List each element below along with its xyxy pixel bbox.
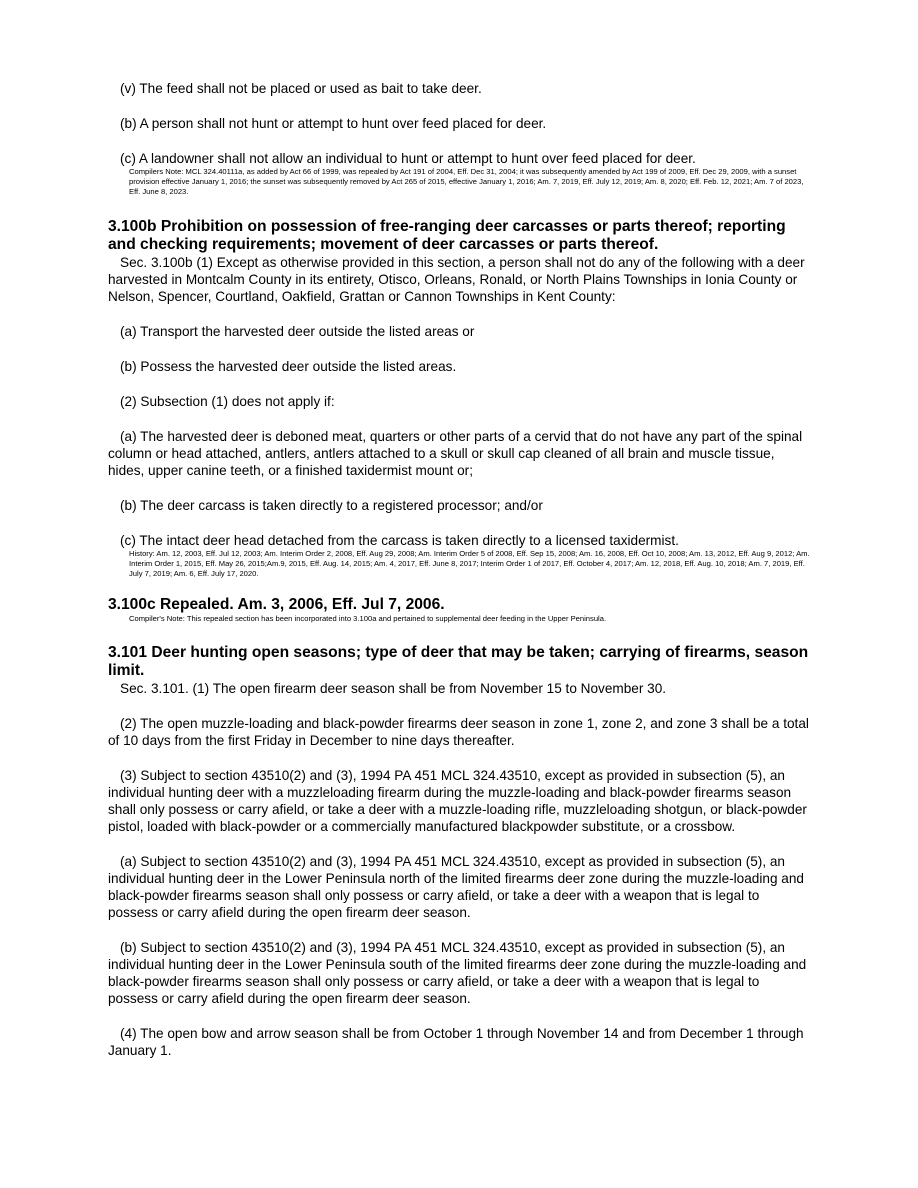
para-3101-3: (3) Subject to section 43510(2) and (3), 1994 PA 451 MCL 324.43510, except as provided in subsection (5), an individual hunting deer with a muzzleloading firearm during the muzzle-loading and black-powder firearms season shall only possess or carry afield, or take a deer with a muzzle-loading rifle, muzzleloading shotgun, or black-powder pistol, loaded with black-powder or a commercially manufactured blackpowder substitute, or a crossbow. bbox=[108, 768, 807, 834]
para-3101-1: Sec. 3.101. (1) The open firearm deer season shall be from November 15 to November 30. bbox=[120, 681, 667, 696]
para-3101-2: (2) The open muzzle-loading and black-powder firearms deer season in zone 1, zone 2, and zone 3 shall be a total of 10 days from the first Friday in December to nine days thereafter. bbox=[108, 716, 809, 748]
history-note-3100b: History: Am. 12, 2003, Eff. Jul 12, 2003; Am. Interim Order 2, 2008, Eff. Aug 29, 2008; Am. Interim Order 5 of 2008, Eff. Sep 15, 2008; Am. 16, 2008, Eff. Oct 10, 2008; Am. 13, 2012, Eff. Aug 9, 2012; Am. Interim Order 1, 2015, Eff. May 26, 2015;Am.9, 2015, Eff. Aug. 14, 2015; Am. 4, 2017, Eff. June 8, 2017; Interim Order 1 of 2017, Eff. October 4, 2017; Am. 12, 2018, Eff. Aug. 10, 2018; Am. 7, 2019, Eff. July 7, 2019; Am. 6, Eff. July 17, 2020. bbox=[129, 549, 810, 578]
para-3101-3b: (b) Subject to section 43510(2) and (3), 1994 PA 451 MCL 324.43510, except as provided in subsection (5), an individual hunting deer in the Lower Peninsula south of the limited firearms deer zone during the muzzle-loading and black-powder firearms season shall only possess or carry afield, or take a deer with a weapon that is legal to possess or carry afield during the open firearm deer season. bbox=[108, 940, 807, 1006]
heading-3100b: 3.100b Prohibition on possession of free-ranging deer carcasses or parts thereof; reporting and checking requirements; movement of deer carcasses or parts thereof. bbox=[108, 218, 786, 253]
para-3100b-b-possess: (b) Possess the harvested deer outside the listed areas. bbox=[120, 359, 457, 374]
para-c-landowner: (c) A landowner shall not allow an individual to hunt or attempt to hunt over feed placed for deer. bbox=[120, 151, 696, 166]
para-3100b-a-transport: (a) Transport the harvested deer outside the listed areas or bbox=[120, 324, 475, 339]
para-3101-4: (4) The open bow and arrow season shall be from October 1 through November 14 and from December 1 through January 1. bbox=[108, 1026, 804, 1058]
para-3100b-2a-deboned: (a) The harvested deer is deboned meat, quarters or other parts of a cervid that do not have any part of the spinal column or head attached, antlers, antlers attached to a skull or skull cap cleaned of all brain and muscle tissue, hides, upper canine teeth, or a finished taxidermist mount or; bbox=[108, 429, 803, 478]
compilers-note-3100a: Compilers Note: MCL 324.40111a, as added by Act 66 of 1999, was repealed by Act 191 of 2004, Eff. Dec 31, 2004; it was subsequently amended by Act 199 of 2009, Eff. Dec 29, 2009, with a sunset provision effective January 1, 2016; the sunset was subsequently removed by Act 265 of 2015, effective January 1, 2016; Am. 7, 2019, Eff. July 12, 2019; Am. 8, 2020; Eff. Feb. 12, 2021; Am. 7 of 2023, Eff. June 8, 2023. bbox=[129, 167, 804, 196]
para-3100b-2: (2) Subsection (1) does not apply if: bbox=[120, 394, 335, 409]
document-page bbox=[108, 80, 812, 1059]
para-3100b-1: Sec. 3.100b (1) Except as otherwise provided in this section, a person shall not do any of the following with a deer harvested in Montcalm County in its entirety, Otisco, Orleans, Ronald, or North Plains Townships in Ionia County or Nelson, Spencer, Courtland, Oakfield, Grattan or Cannon Townships in Kent County: bbox=[108, 255, 805, 304]
para-v-feed: (v) The feed shall not be placed or used as bait to take deer. bbox=[120, 81, 482, 96]
para-b-hunt-over-feed: (b) A person shall not hunt or attempt to hunt over feed placed for deer. bbox=[120, 116, 547, 131]
para-3100b-2c-taxidermist: (c) The intact deer head detached from the carcass is taken directly to a licensed taxidermist. bbox=[120, 533, 679, 548]
para-3101-3a: (a) Subject to section 43510(2) and (3), 1994 PA 451 MCL 324.43510, except as provided in subsection (5), an individual hunting deer in the Lower Peninsula north of the limited firearms deer zone during the muzzle-loading and black-powder firearms season shall only possess or carry afield, or take a deer with a weapon that is legal to possess or carry afield during the open firearm deer season. bbox=[108, 854, 804, 920]
heading-3101: 3.101 Deer hunting open seasons; type of deer that may be taken; carrying of firearms, season limit. bbox=[108, 644, 809, 679]
compilers-note-3100c: Compiler's Note: This repealed section has been incorporated into 3.100a and pertained to supplemental deer feeding in the Upper Peninsula. bbox=[129, 614, 607, 623]
heading-3100c: 3.100c Repealed. Am. 3, 2006, Eff. Jul 7, 2006. bbox=[108, 596, 445, 613]
para-3100b-2b-processor: (b) The deer carcass is taken directly to a registered processor; and/or bbox=[120, 498, 543, 513]
